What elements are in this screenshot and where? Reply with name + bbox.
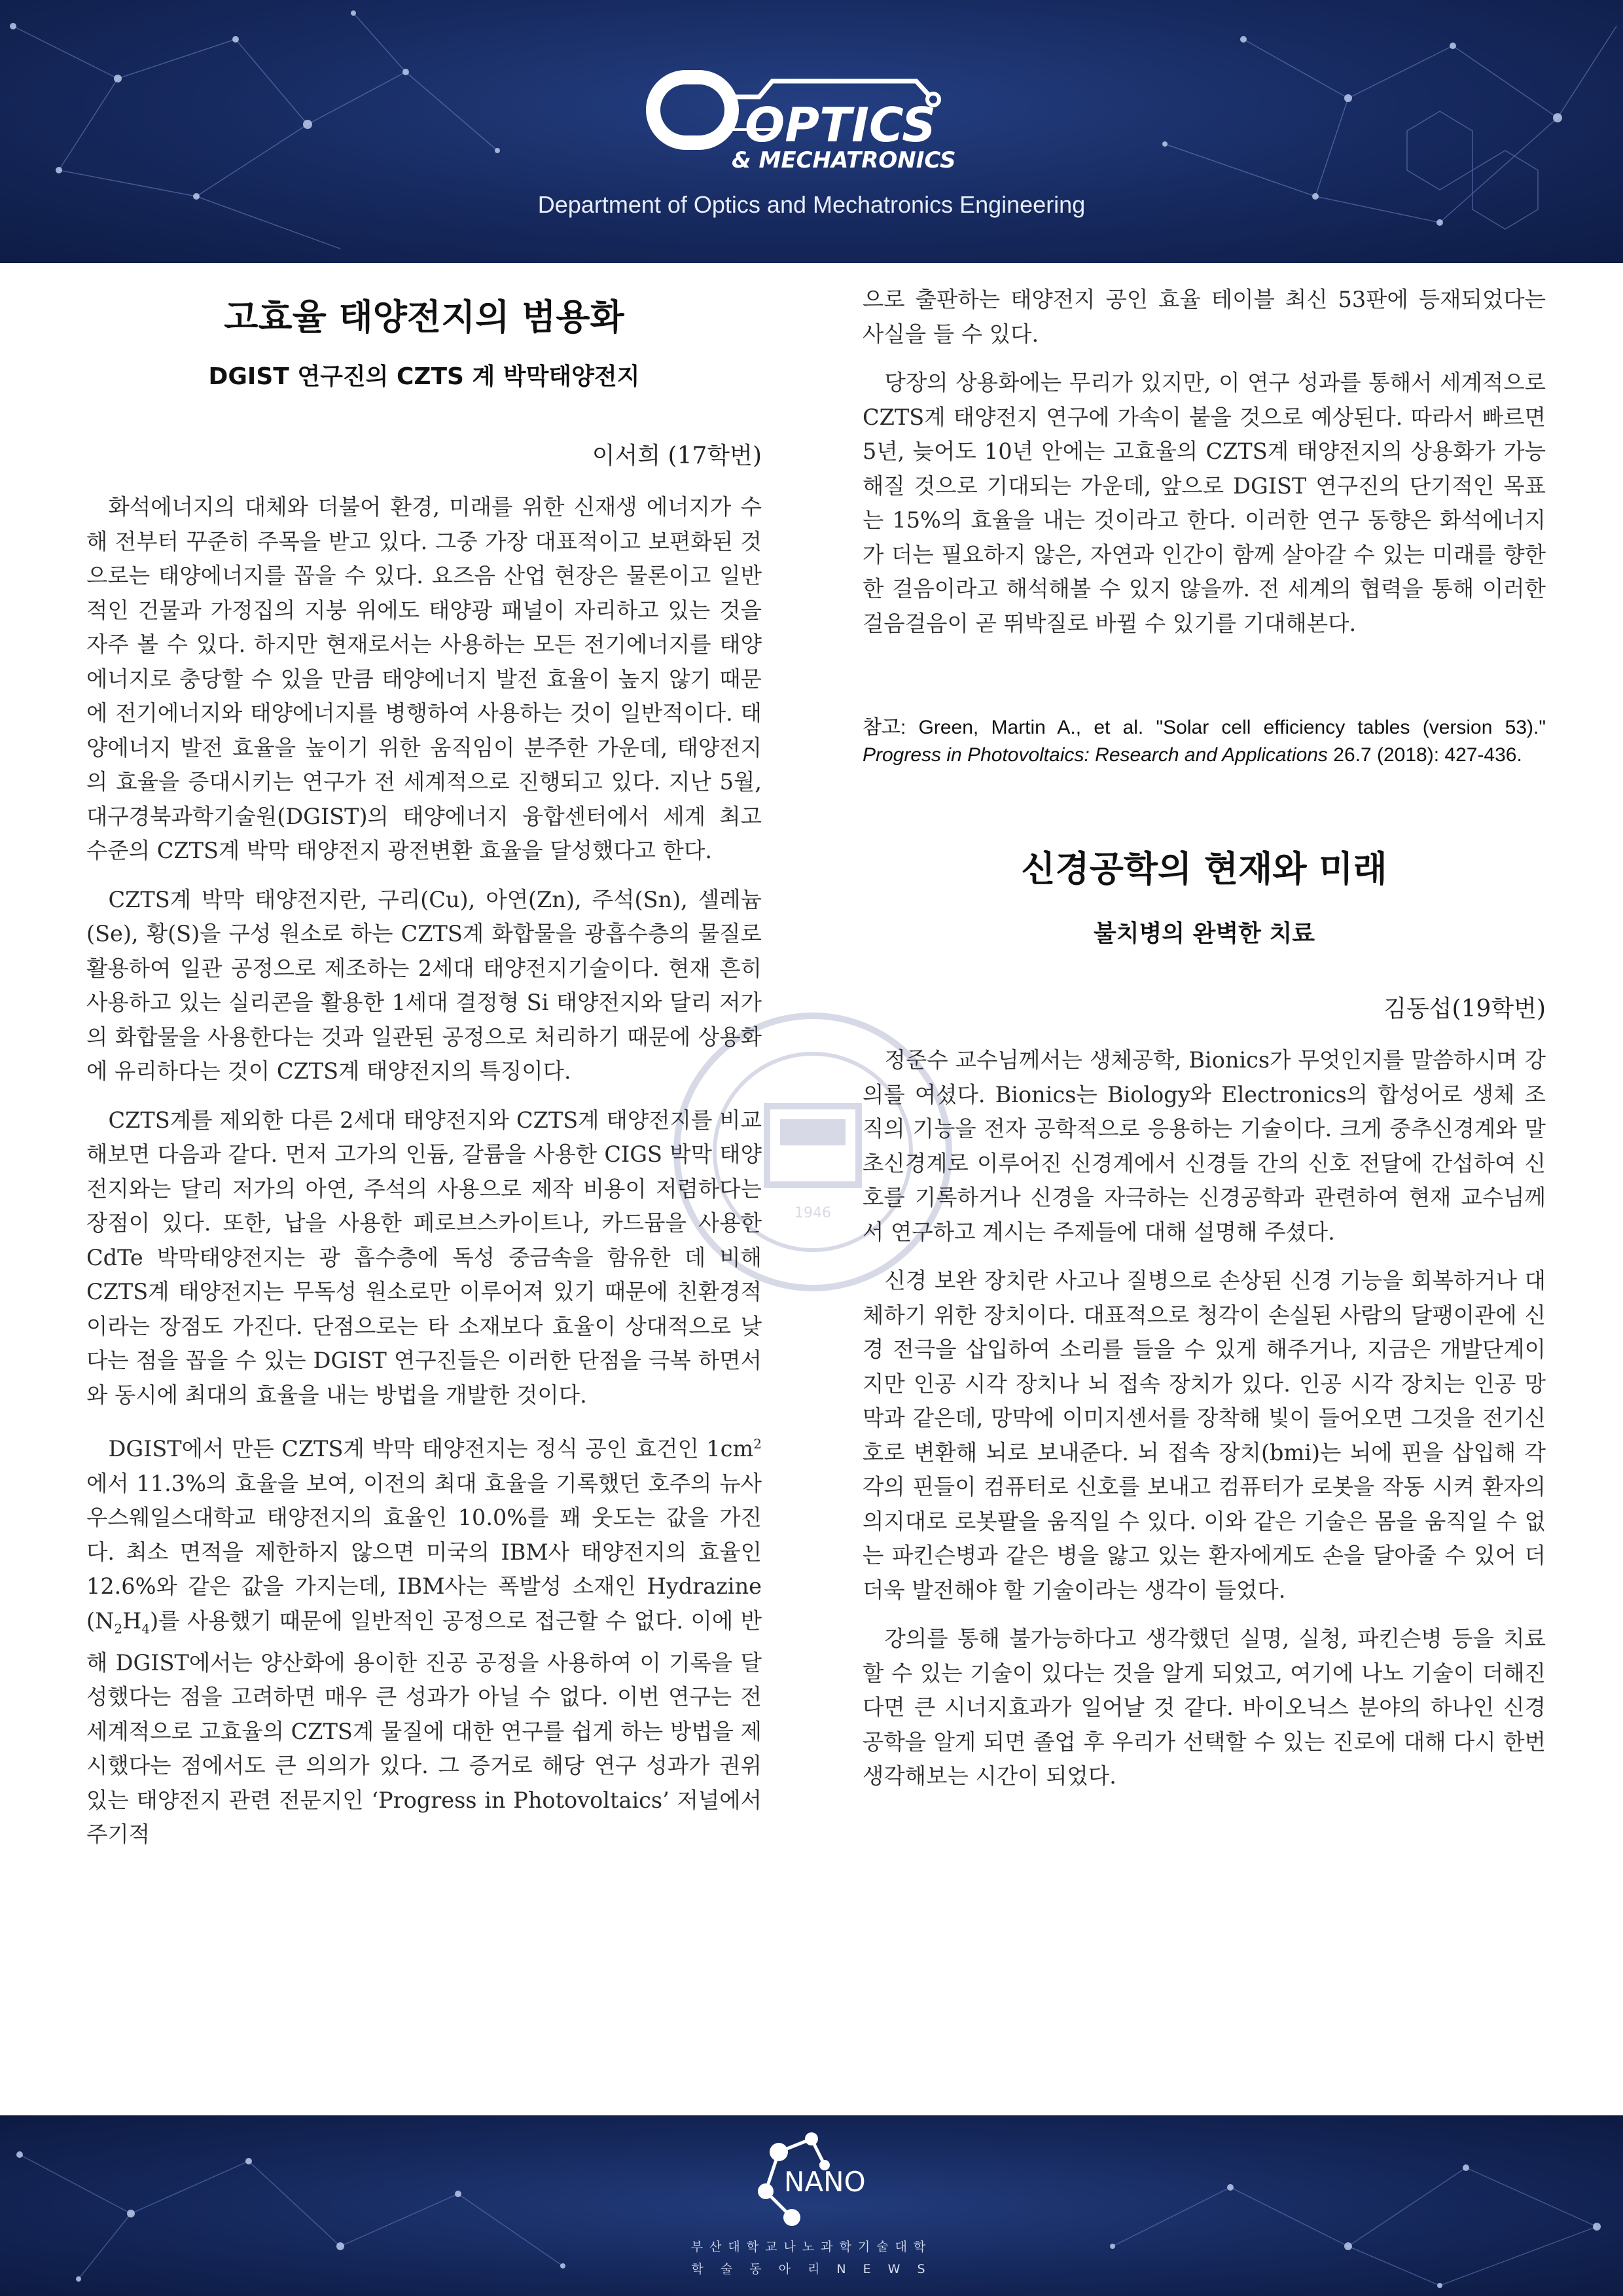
article1-paragraph-2: CZTS계 박막 태양전지란, 구리(Cu), 아연(Zn), 주석(Sn), 셀레늄(Se), 황(S)을 구성 원소로 하는 CZTS계 화합물을 광흡수층의 물질로 활용하여 일관 공정으로 제조하는 2세대 태양전지기술이다. 현재 흔히 사용하고 있는 실리콘을 활용한 1세대 결정형 Si 태양전지와 달리 저가의 화합물을 사용한다는 것과 일관된 공정으로 처리하기 때문에 상용화에 유리하다는 것이 CZTS계 태양전지의 특징이다. xyxy=(86,886,762,1084)
article1-paragraph-1: 화석에너지의 대체와 더불어 환경, 미래를 위한 신재생 에너지가 수해 전부터 꾸준히 주목을 받고 있다. 그중 가장 대표적이고 보편화된 것으로는 태양에너지를 꼽을 수 있다. 요즈음 산업 현장은 물론이고 일반적인 건물과 가정집의 지붕 위에도 태양광 패널이 자리하고 있는 것을 자주 볼 수 있다. 하지만 현재로서는 사용하는 모든 전기에너지를 태양에너지로 충당할 수 있을 만큼 태양에너지 발전 효율이 높지 않기 때문에 전기에너지와 태양에너지를 병행하여 사용하는 것이 일반적이다. 태양에너지 발전 효율을 높이기 위한 움직임이 분주한 가운데, 태양전지의 효율을 증대시키는 연구가 전 세계적으로 진행되고 있다. 지난 5월, 대구경북과학기술원(DGIST)의 태양에너지 융합센터에서 세계 최고 수준의 CZTS계 박막 태양전지 광전변환 효율을 달성했다고 한다. xyxy=(86,494,762,863)
right-column xyxy=(863,263,1546,1808)
article1-paragraph-4: DGIST에서 만든 CZTS계 박막 태양전지는 정식 공인 효건인 $1cm^2$에서 11.3%의 효율을 보여, 이전의 최대 효율을 기록했던 호주의 뉴사우스웨일스대학교 태양전지의 효율인 10.0%를 꽤 웃도는 값을 가진다. 최소 면적을 제한하지 않으면 미국의 IBM사 태양전지의 효율인 12.6%와 같은 값을 가지는데, IBM사는 폭발성 소재인 Hydrazine $(N_2H_4)$를 사용했기 때문에 일반적인 공정으로 접근할 수 없다. 이에 반해 DGIST에서는 양산화에 용이한 진공 공정을 사용하여 이 기록을 달성했다는 점을 고려하면 매우 큰 성과가 아닐 수 없다. 이번 연구는 전 세계적으로 고효율의 CZTS계 물질에 대한 연구를 쉽게 하는 방법을 제시했다는 점에서도 큰 의의가 있다. 그 증거로 해당 연구 성과가 권위 있는 태양전지 관련 전문지인 ‘Progress in Photovoltaics’ 저널에서 주기적 xyxy=(86,1436,762,1848)
article2-paragraph-3: 강의를 통해 불가능하다고 생각했던 실명, 실청, 파킨슨병 등을 치료할 수 있는 기술이 있다는 것을 알게 되었고, 여기에 나노 기술이 더해진다면 큰 시너지효과가 일어날 것 같다. 바이오닉스 분야의 하나인 신경 공학을 알게 되면 졸업 후 우리가 선택할 수 있는 진로에 대해 다시 한번 생각해보는 시간이 되었다. xyxy=(863,1626,1546,1789)
article1-author: 이서희 (17학번) xyxy=(592,442,762,469)
logo-text-main: OPTICS xyxy=(745,98,936,152)
optics-mechatronics-logo xyxy=(641,58,982,175)
footer-line-2: 학 술 동 아 리 N E W S xyxy=(691,2262,932,2276)
article2-title: 신경공학의 현재와 미래 xyxy=(1021,848,1387,889)
department-name: Department of Optics and Mechatronics Engineering xyxy=(537,191,1086,218)
article1-paragraph-5: 당장의 상용화에는 무리가 있지만, 이 연구 성과를 통해서 세계적으로 CZTS계 태양전지 연구에 가속이 붙을 것으로 예상된다. 따라서 빠르면 5년, 늦어도 10년 안에는 고효율의 CZTS계 태양전지의 상용화가 가능해질 것으로 기대되는 가운데, 앞으로 DGIST 연구진의 단기적인 목표는 15%의 효율을 내는 것이라고 한다. 이러한 연구 동향은 화석에너지가 더는 필요하지 않은, 자연과 인간이 함께 살아갈 수 있는 미래를 향한 한 걸음이라고 해석해볼 수 있지 않을까. 전 세계의 협력을 통해 이러한 걸음걸음이 곧 뛰박질로 바뀔 수 있기를 기대해본다. xyxy=(863,370,1546,636)
nano-logo xyxy=(740,2126,883,2237)
article2-author: 김동섭(19학번) xyxy=(1383,996,1546,1022)
seal-year: 1946 xyxy=(794,1205,831,1221)
footer-line-1: 부산대학교나노과학기술대학 xyxy=(690,2240,933,2254)
article1-continuation: 으로 출판하는 태양전지 공인 효율 테이블 최신 53판에 등재되었다는 사실을 들 수 있다. xyxy=(863,287,1546,347)
article1-subtitle: DGIST 연구진의 CZTS 계 박막태양전지 xyxy=(208,363,640,390)
left-column xyxy=(86,263,762,1867)
logo-text-sub: & MECHATRONICS xyxy=(732,147,956,173)
article2-paragraph-1: 정준수 교수님께서는 생체공학, Bionics가 무엇인지를 말씀하시며 강의를 여셨다. Bionics는 Biology와 Electronics의 합성어로 생체 조직의 기능을 전자 공학적으로 응용하는 기술이다. 크게 중추신경계와 말초신경계로 이루어진 신경계에서 신경들 간의 신호 전달에 간섭하여 신호를 기록하거나 신경을 자극하는 신경공학과 관련하여 현재 교수님께서 연구하고 계시는 주제들에 대해 설명해 주셨다. xyxy=(863,1047,1546,1245)
header-banner xyxy=(0,0,1623,263)
nano-logo-text: NANO xyxy=(784,2166,866,2198)
article1-paragraph-3: CZTS계를 제외한 다른 2세대 태양전지와 CZTS계 태양전지를 비교해보면 다음과 같다. 먼저 고가의 인듐, 갈륨을 사용한 CIGS 박막 태양전지와는 달리 저가의 아연, 주석의 사용으로 제작 비용이 저렴하다는 장점이 있다. 또한, 납을 사용한 페로브스카이트나, 카드뮴을 사용한 CdTe 박막태양전지는 광 흡수층에 독성 중금속을 함유한 데 비해 CZTS계 태양전지는 무독성 원소로만 이루어져 있기 때문에 친환경적이라는 장점도 가진다. 단점으로는 타 소재보다 효율이 상대적으로 낮다는 점을 꼽을 수 있는 DGIST 연구진들은 이러한 단점을 극복 하면서와 동시에 최대의 효율을 내는 방법을 개발한 것이다. xyxy=(86,1107,762,1408)
article2-subtitle: 불치병의 완벽한 치료 xyxy=(1093,920,1315,947)
article2-paragraph-2: 신경 보완 장치란 사고나 질병으로 손상된 신경 기능을 회복하거나 대체하기 위한 장치이다. 대표적으로 청각이 손실된 사람의 달팽이관에 신경 전극을 삽입하여 소리를 들을 수 있게 해주거나, 지금은 개발단계이지만 인공 시각 장치나 뇌 접속 장치가 있다. 인공 시각 장치는 인공 망막과 같은데, 망막에 이미지센서를 장착해 빛이 들어오면 그것을 전기신호로 변환해 뇌로 보내준다. 뇌 접속 장치(bmi)는 뇌에 핀을 삽입해 각각의 핀들이 컴퓨터로 신호를 보내고 컴퓨터가 로봇을 작동 시켜 환자의 의지대로 로봇팔을 움직일 수 있다. 이와 같은 기술은 몸을 움직일 수 없는 파킨슨병과 같은 병을 앓고 있는 환자에게도 손을 달아줄 수 있어 더더욱 발전해야 할 기술이라는 생각이 들었다. xyxy=(863,1268,1546,1603)
article1-title: 고효율 태양전지의 범용화 xyxy=(224,296,624,338)
article1-reference: 참고: Green, Martin A., et al. "Solar cell efficiency tables (version 53)." Progress in Photovoltaics: Research and Applications 26.7 (2018): 427-436. xyxy=(863,717,1546,766)
